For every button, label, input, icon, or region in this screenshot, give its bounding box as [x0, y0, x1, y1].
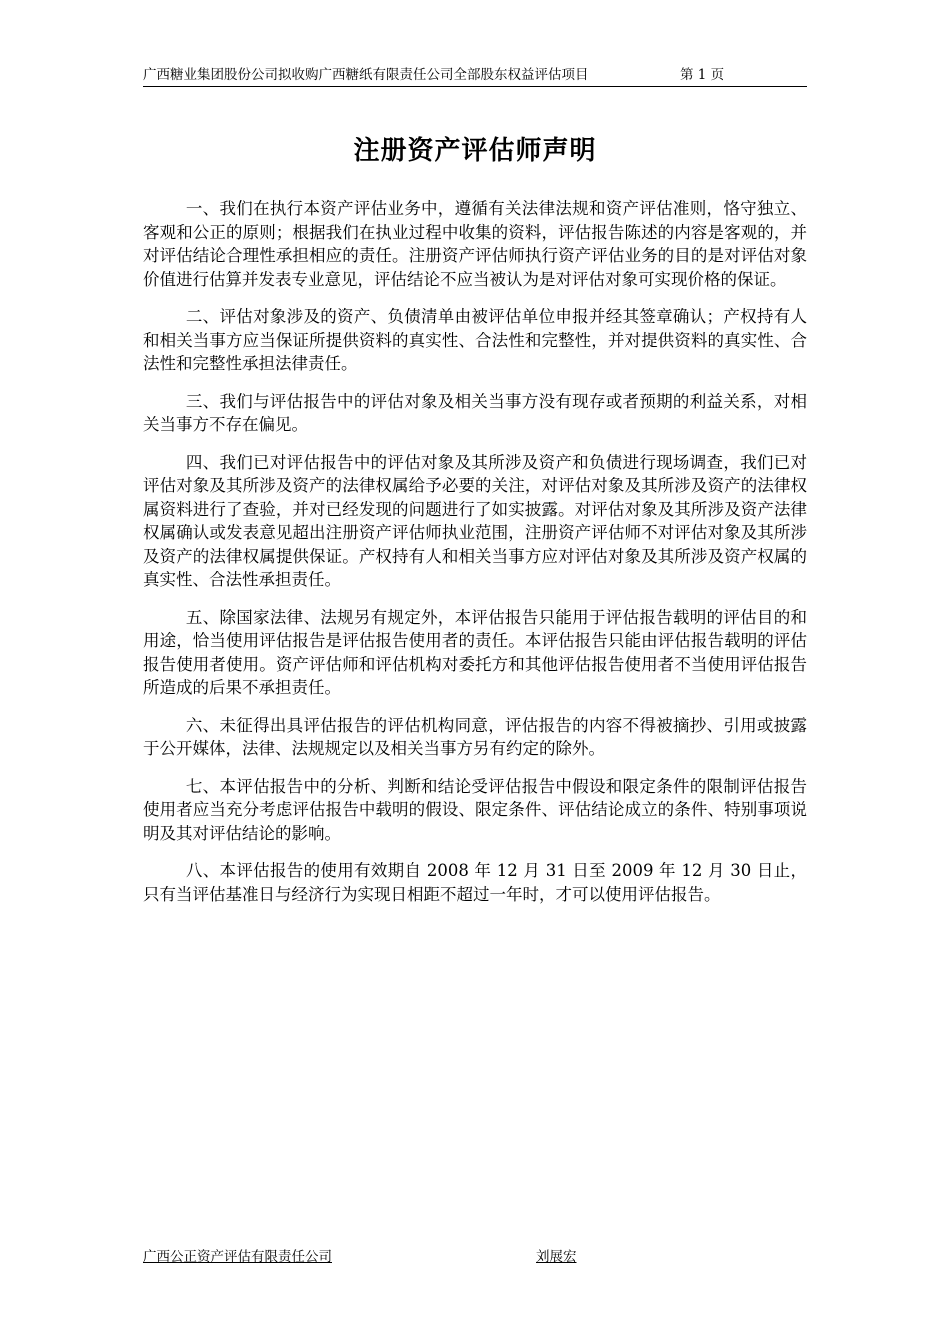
- page-footer: [143, 1246, 807, 1270]
- statement-paragraph-8: 八、本评估报告的使用有效期自 2008 年 12 月 31 日至 2009 年 12 月 30 日止，只有当评估基准日与经济行为实现日相距不超过一年时，才可以使用评估报告。: [143, 861, 807, 904]
- statement-paragraph-5: 五、除国家法律、法规另有规定外，本评估报告只能用于评估报告载明的评估目的和用途，恰当使用评估报告是评估报告使用者的责任。本评估报告只能由评估报告载明的评估报告使用者使用。资产评估师和评估机构对委托方和其他评估报告使用者不当使用评估报告所造成的后果不承担责任。: [143, 607, 807, 697]
- page-header: [143, 64, 807, 87]
- statement-paragraph-6: 六、未征得出具评估报告的评估机构同意，评估报告的内容不得被摘抄、引用或披露于公开媒体，法律、法规规定以及相关当事方另有约定的除外。: [143, 715, 807, 758]
- statement-paragraph-7: 七、本评估报告中的分析、判断和结论受评估报告中假设和限定条件的限制评估报告使用者应当充分考虑评估报告中载明的假设、限定条件、评估结论成立的条件、特别事项说明及其对评估结论的影响。: [143, 776, 807, 843]
- statement-paragraph-2: 二、评估对象涉及的资产、负债清单由被评估单位申报并经其签章确认；产权持有人和相关当事方应当保证所提供资料的真实性、合法性和完整性，并对提供资料的真实性、合法性和完整性承担法律责任。: [143, 307, 807, 373]
- statement-paragraph-4: 四、我们已对评估报告中的评估对象及其所涉及资产和负债进行现场调查，我们已对评估对象及其所涉及资产的法律权属给予必要的关注，对评估对象及其所涉及资产的法律权属资料进行了查验，并对已经发现的问题进行了如实披露。对评估对象及其所涉及资产法律权属确认或发表意见超出注册资产评估师执业范围，注册资产评估师不对评估对象及其所涉及资产的法律权属提供保证。产权持有人和相关当事方应对评估对象及其所涉及资产权属的真实性、合法性承担责任。: [143, 452, 807, 589]
- header-page-number: 第 1 页: [680, 67, 725, 83]
- footer-company-name: 广西公正资产评估有限责任公司: [143, 1249, 332, 1265]
- footer-signer-name: 刘展宏: [536, 1249, 577, 1265]
- statement-body: [143, 197, 807, 920]
- page-title: 注册资产评估师声明: [353, 136, 597, 166]
- statement-paragraph-1: 一、我们在执行本资产评估业务中，遵循有关法律法规和资产评估准则，恪守独立、客观和公正的原则；根据我们在执业过程中收集的资料，评估报告陈述的内容是客观的，并对评估结论合理性承担相应的责任。注册资产评估师执行资产评估业务的目的是对评估对象价值进行估算并发表专业意见，评估结论不应当被认为是对评估对象可实现价格的保证。: [143, 199, 807, 289]
- statement-paragraph-3: 三、我们与评估报告中的评估对象及相关当事方没有现存或者预期的利益关系，对相关当事方不存在偏见。: [143, 391, 807, 434]
- header-document-title: 广西糖业集团股份公司拟收购广西糖纸有限责任公司全部股东权益评估项目: [143, 67, 589, 83]
